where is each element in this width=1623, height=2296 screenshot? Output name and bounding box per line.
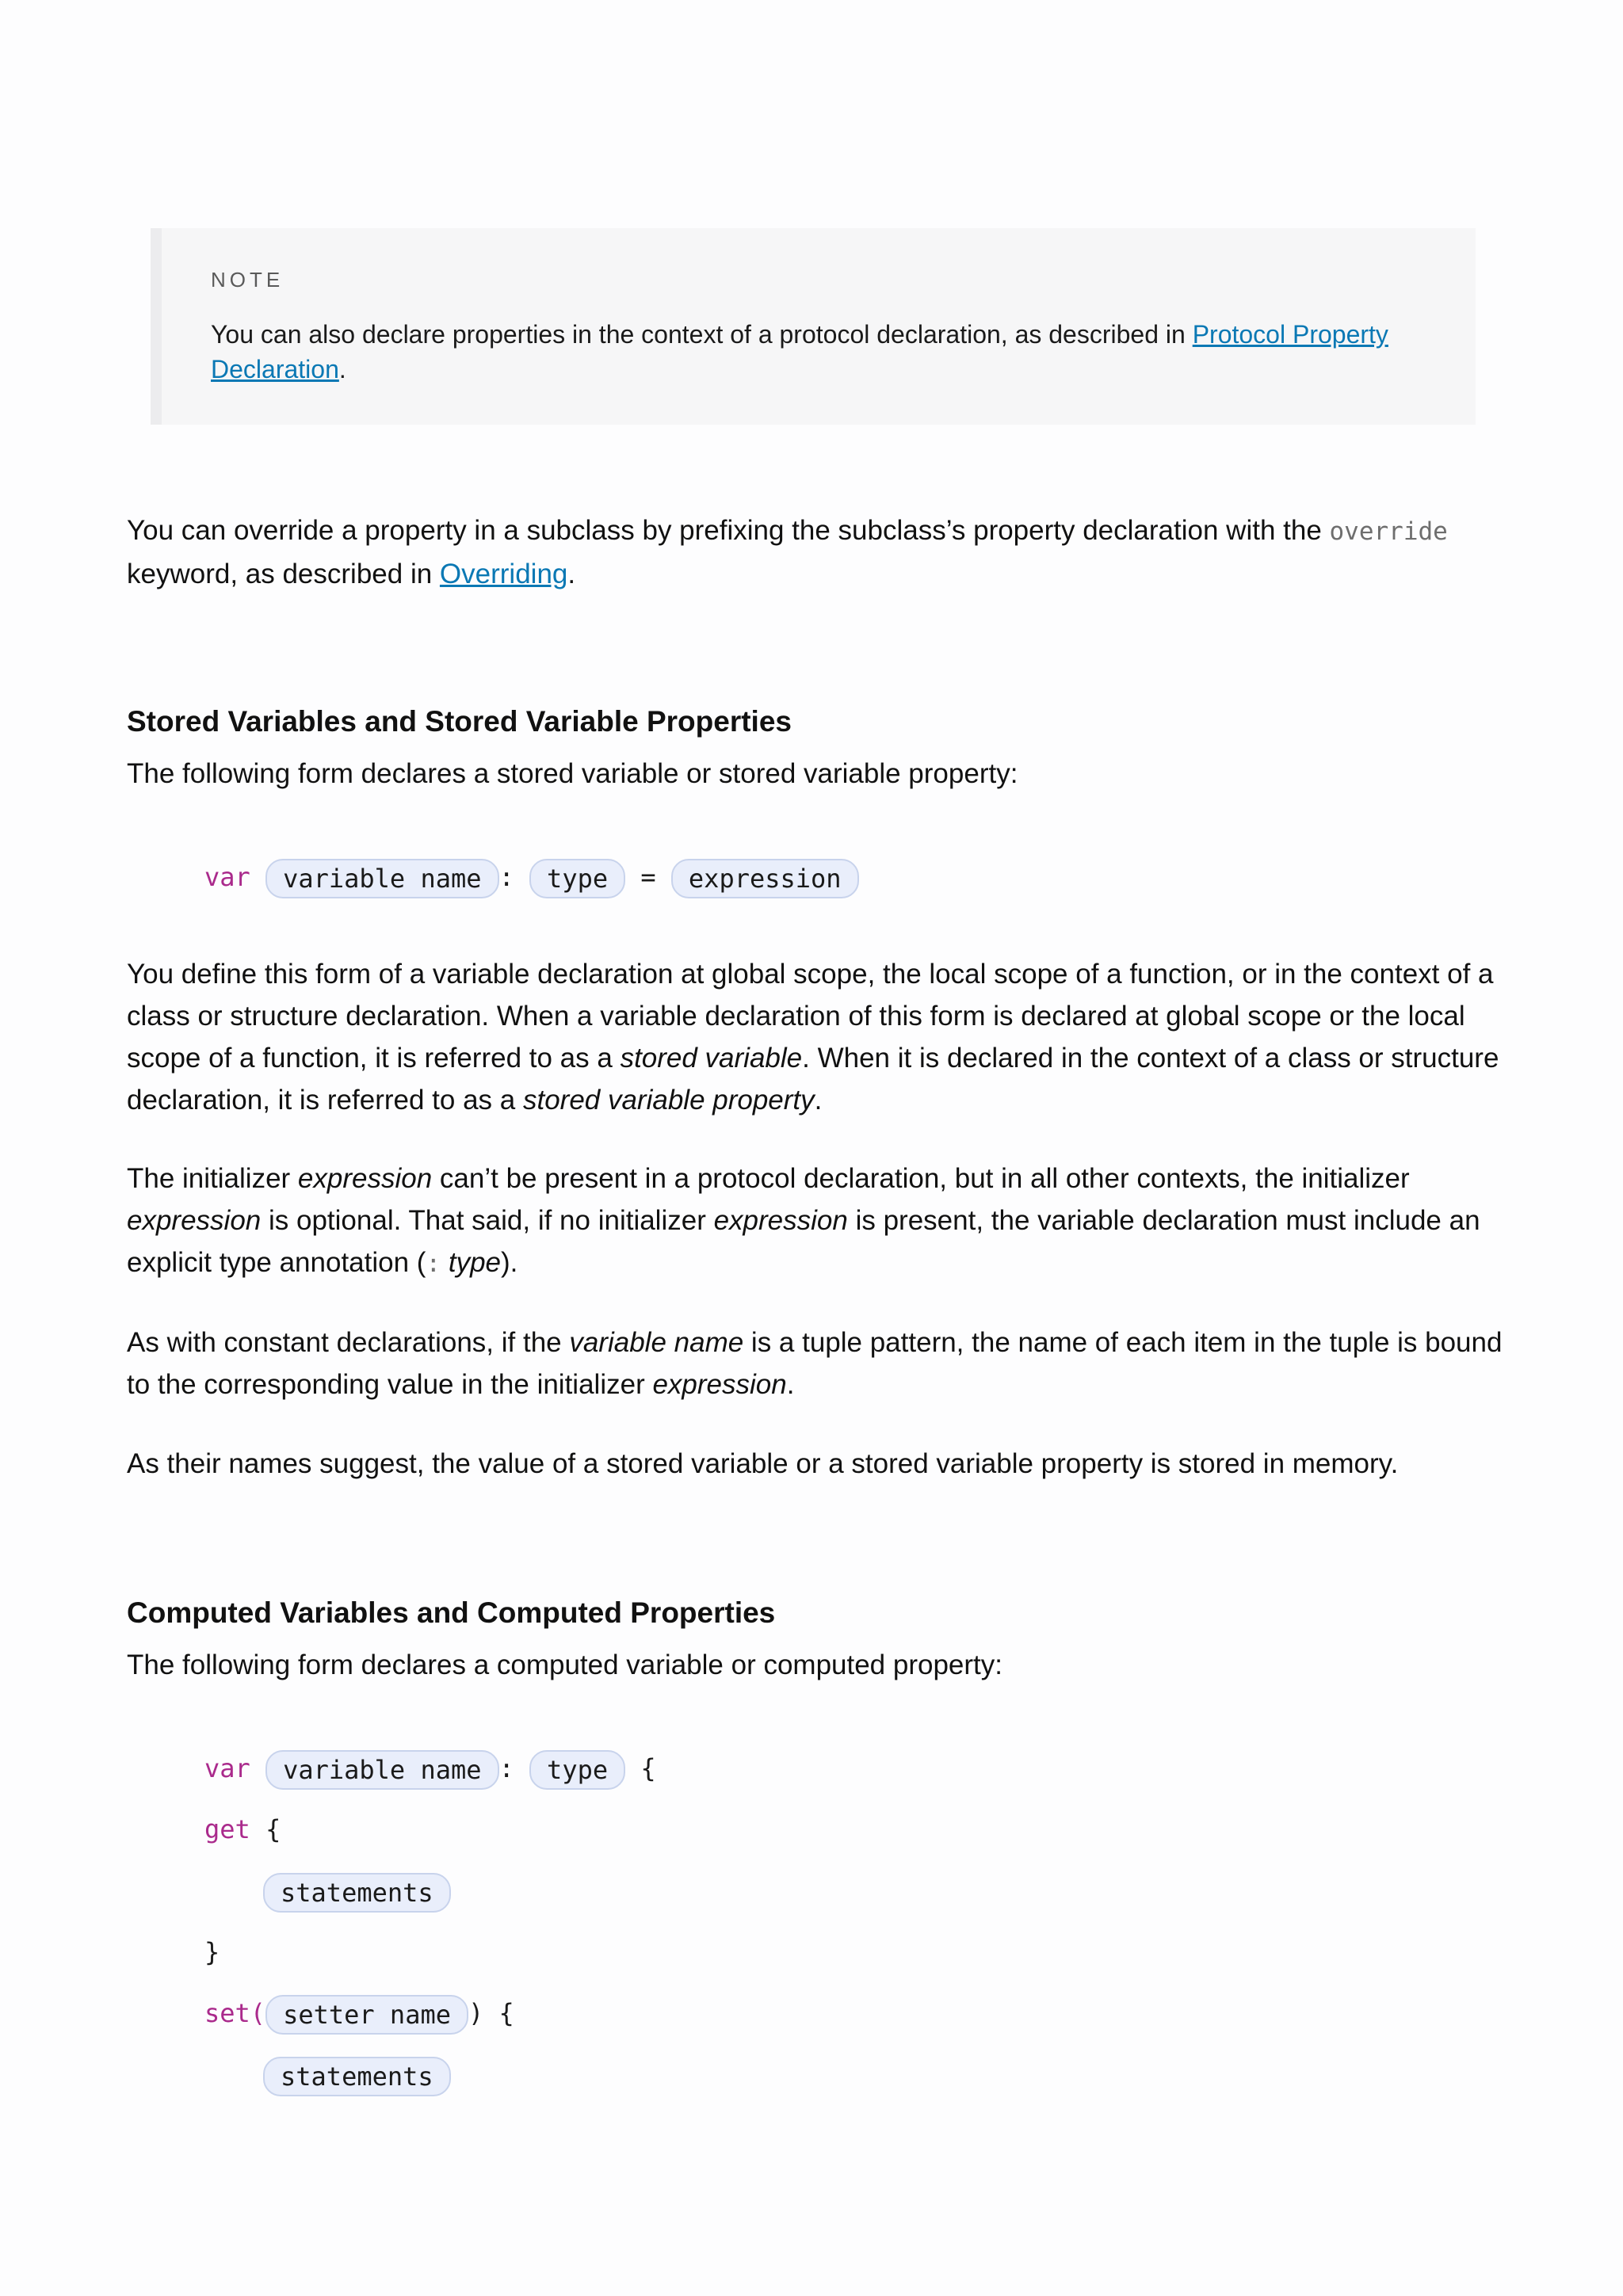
placeholder-type: type bbox=[529, 1750, 625, 1790]
section1-paragraph-2 bbox=[127, 1158, 1506, 1285]
stored-variable-grammar bbox=[204, 856, 859, 898]
override-paragraph bbox=[127, 509, 1506, 595]
p2-em-expression-2: expression bbox=[127, 1205, 262, 1236]
section1-intro: The following form declares a stored variable or stored variable property: bbox=[127, 758, 1018, 789]
p2-inline-colon: : bbox=[426, 1249, 441, 1278]
p3-em-variable-name: variable name bbox=[569, 1327, 744, 1358]
override-keyword: override bbox=[1329, 517, 1448, 546]
get-brace-token: { bbox=[265, 1814, 281, 1844]
p1-text-c: . bbox=[814, 1085, 823, 1116]
computed-grammar-line-1 bbox=[204, 1747, 656, 1790]
p1-text-a: You define this form of a variable declaration at global scope, the local scope of a function, or in the context of a class or structure declaration. When a variable declaration of this form is declared at global scope or the local scope of a function, it is referred to as a bbox=[127, 959, 1494, 1074]
section1-paragraph-1 bbox=[127, 953, 1506, 1121]
equals-token: = bbox=[640, 862, 656, 892]
note-text-after: . bbox=[338, 355, 346, 383]
p3-em-expression: expression bbox=[652, 1369, 787, 1400]
placeholder-variable-name: variable name bbox=[265, 1750, 498, 1790]
p1-em-stored-variable: stored variable bbox=[620, 1043, 803, 1074]
close-brace-token: } bbox=[204, 1937, 220, 1967]
placeholder-statements: statements bbox=[263, 1873, 451, 1913]
note-label: NOTE bbox=[211, 268, 285, 292]
section1-paragraph-4: As their names suggest, the value of a stored variable or a stored variable property is stored in memory. bbox=[127, 1448, 1399, 1479]
computed-grammar-line-statements-2 bbox=[263, 2054, 451, 2096]
override-text-after: . bbox=[567, 559, 576, 589]
placeholder-variable-name: variable name bbox=[265, 859, 498, 898]
override-text-before: You can override a property in a subclass by prefixing the subclass’s property declaration with the bbox=[127, 515, 1330, 546]
placeholder-setter-name: setter name bbox=[265, 1995, 468, 2035]
note-box bbox=[151, 228, 1476, 425]
protocol-property-declaration-link[interactable]: Protocol Property Declaration bbox=[211, 320, 1388, 383]
keyword-var: var bbox=[204, 1753, 250, 1783]
section2-intro: The following form declares a computed variable or computed property: bbox=[127, 1650, 1002, 1680]
p2-text-d: is present, the variable declaration must include an explicit type annotation ( bbox=[127, 1205, 1480, 1278]
override-text-mid: keyword, as described in bbox=[127, 559, 440, 589]
p2-text-a: The initializer bbox=[127, 1163, 298, 1194]
keyword-var: var bbox=[204, 862, 250, 892]
computed-grammar-line-set bbox=[204, 1992, 514, 2035]
paren-close-brace-token: ) { bbox=[468, 1998, 514, 2028]
computed-grammar-line-statements-1 bbox=[263, 1870, 451, 1913]
colon-token: : bbox=[498, 1753, 514, 1783]
computed-grammar-line-close bbox=[204, 1931, 220, 1974]
section-heading-stored-variables: Stored Variables and Stored Variable Properties bbox=[127, 705, 792, 738]
p2-text-e: ). bbox=[501, 1247, 518, 1278]
placeholder-expression: expression bbox=[671, 859, 859, 898]
open-brace-token: { bbox=[640, 1753, 656, 1783]
p3-text-b: is a tuple pattern, the name of each item in the tuple is bound to the corresponding value in the initializer bbox=[127, 1327, 1503, 1400]
p2-text-b: can’t be present in a protocol declaration, but in all other contexts, the initializer bbox=[432, 1163, 1410, 1194]
overriding-link[interactable]: Overriding bbox=[439, 559, 568, 589]
note-text bbox=[211, 317, 1447, 387]
p3-text-c: . bbox=[786, 1369, 795, 1400]
note-text-before: You can also declare properties in the context of a protocol declaration, as described in bbox=[211, 320, 1193, 349]
p1-em-stored-variable-property: stored variable property bbox=[522, 1085, 815, 1116]
p3-text-a: As with constant declarations, if the bbox=[127, 1327, 570, 1358]
section1-paragraph-3 bbox=[127, 1322, 1506, 1405]
p2-em-expression-3: expression bbox=[713, 1205, 848, 1236]
p1-text-b: . When it is declared in the context of a class or structure declaration, it is referred to as a bbox=[127, 1043, 1499, 1116]
placeholder-statements: statements bbox=[263, 2057, 451, 2096]
colon-token: : bbox=[498, 862, 514, 892]
keyword-set: set bbox=[204, 1998, 250, 2028]
paren-open-token: ( bbox=[250, 1998, 266, 2028]
section-heading-computed-variables: Computed Variables and Computed Properties bbox=[127, 1596, 776, 1629]
p2-text-c: is optional. That said, if no initializer bbox=[261, 1205, 714, 1236]
placeholder-type: type bbox=[529, 859, 625, 898]
computed-grammar-line-get bbox=[204, 1808, 281, 1851]
p2-em-type: type bbox=[441, 1247, 502, 1278]
p2-em-expression-1: expression bbox=[297, 1163, 433, 1194]
keyword-get: get bbox=[204, 1814, 250, 1844]
